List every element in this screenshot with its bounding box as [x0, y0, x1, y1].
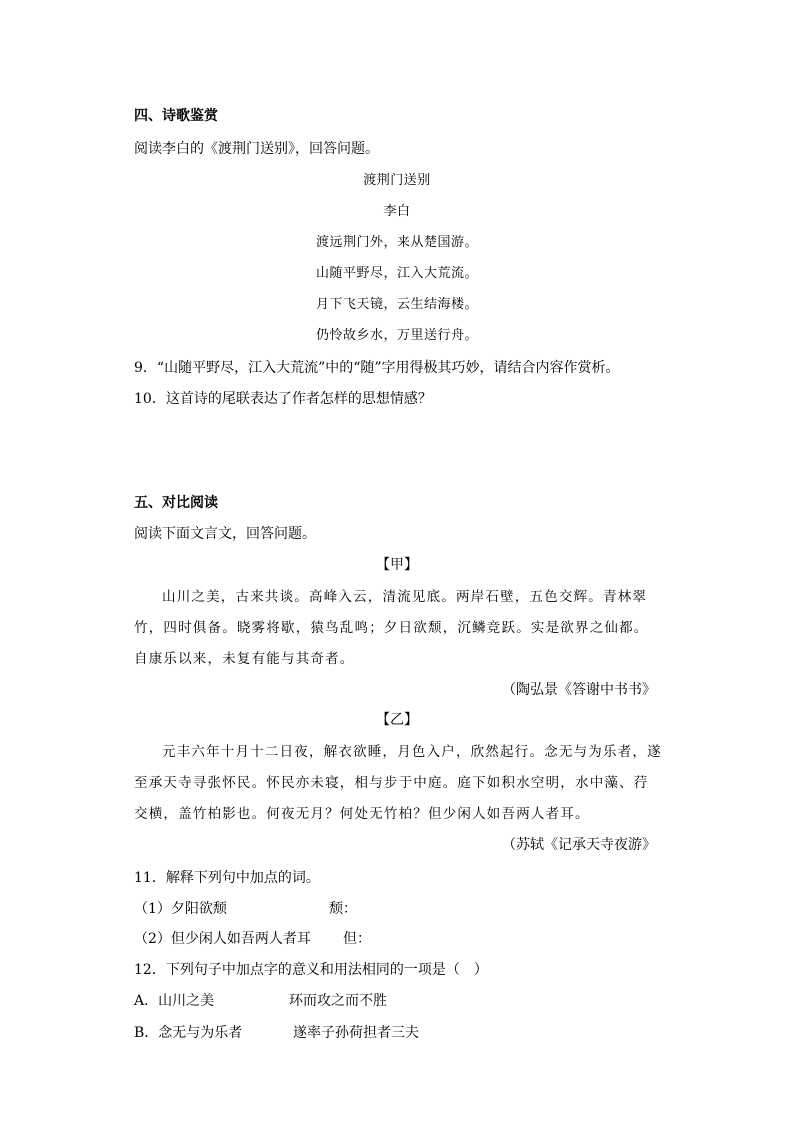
- q12-option-a-compare: 环而攻之而不胜: [289, 993, 387, 1009]
- passage-b-source: （苏轼《记承天寺夜游》: [502, 837, 656, 853]
- q11-item-2: （2）但少闲人如吾两人者耳: [134, 931, 311, 947]
- passage-a-text: 山川之美，古来共谈。高峰入云，清流见底。两岸石壁，五色交辉。青林翠竹，四时俱备。晓雾将歇，猿鸟乱鸣；夕日欲颓，沉鳞竞跃。实是欲界之仙都。自康乐以来，未复有能与其奇者。: [134, 589, 649, 667]
- section-intro-comparison: 阅读下面文言文，回答问题。: [134, 526, 316, 542]
- poem-line: 山随平野尽，江入大荒流。: [315, 266, 478, 281]
- poem-title: 渡荆门送别: [363, 173, 431, 188]
- q12-option-a: A．山川之美: [134, 993, 215, 1009]
- section-heading-poetry: 四、诗歌鉴赏: [134, 108, 218, 124]
- q11-item-1: （1）夕阳欲颓: [134, 901, 227, 917]
- section-intro-poetry: 阅读李白的《渡荆门送别》，回答问题。: [134, 141, 379, 157]
- poem-author: 李白: [383, 204, 411, 219]
- passage-b-text: 元丰六年十月十二日夜，解衣欲睡，月色入户，欣然起行。念无与为乐者，遂至承天寺寻张怀民。怀民亦未寝，相与步于中庭。庭下如积水空明，水中藻、荇交横，盖竹柏影也。何夜无月？何处无竹柏？但少闲人如吾两人者耳。: [134, 744, 662, 822]
- section-heading-comparison: 五、对比阅读: [134, 495, 218, 511]
- question-9: 9．“山随平野尽，江入大荒流”中的“随”字用得极其巧妙，请结合内容作赏析。: [134, 360, 620, 376]
- q11-item-1-answer: 颓：: [329, 901, 357, 917]
- q12-option-b: B．念无与为乐者: [134, 1025, 243, 1041]
- passage-a-source: （陶弘景《答谢中书书》: [502, 682, 656, 698]
- poem-line: 渡远荆门外，来从楚国游。: [315, 235, 478, 250]
- poem-line: 仍怜故乡水，万里送行舟。: [315, 328, 478, 343]
- passage-b-label: 【乙】: [376, 712, 418, 728]
- q11-item-2-answer: 但：: [343, 931, 371, 947]
- poem-line: 月下飞天镜，云生结海楼。: [315, 297, 478, 312]
- question-11: 11．解释下列句中加点的词。: [134, 870, 320, 886]
- passage-a-label: 【甲】: [376, 557, 418, 573]
- q12-option-b-compare: 遂率子孙荷担者三夫: [293, 1025, 419, 1041]
- question-10: 10．这首诗的尾联表达了作者怎样的思想情感？: [134, 391, 432, 407]
- question-12: 12．下列句子中加点字的意义和用法相同的一项是（ ）: [134, 962, 488, 978]
